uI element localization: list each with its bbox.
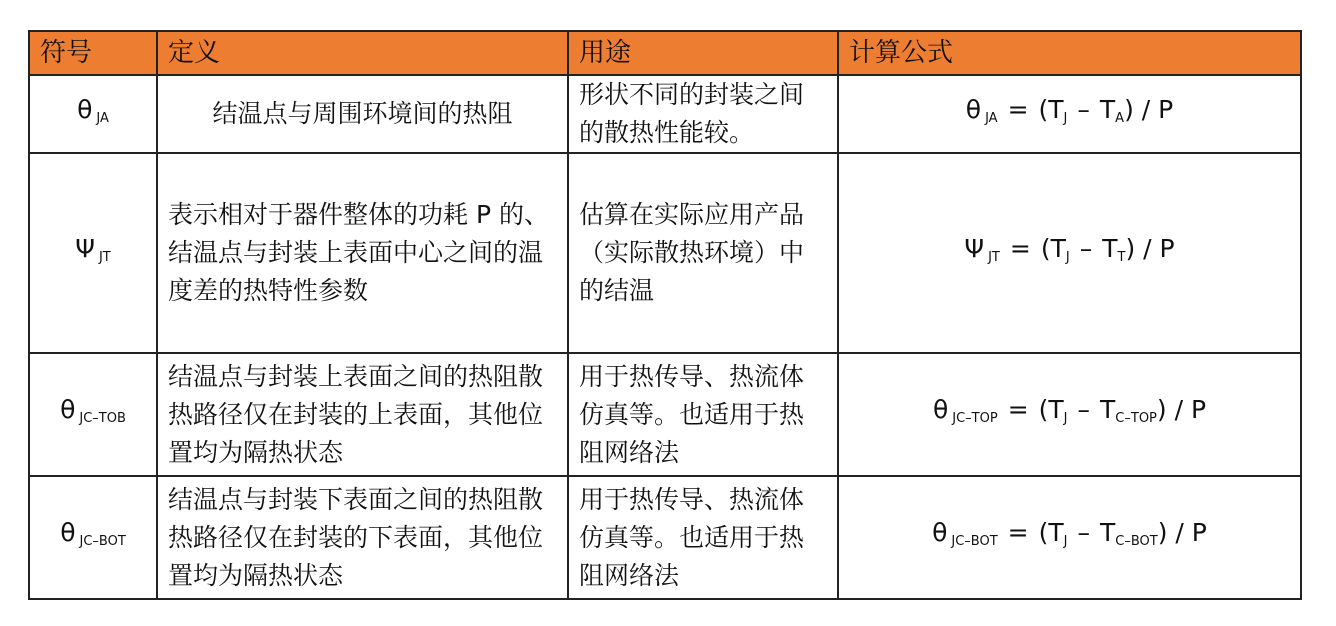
symbol-subscript: JC–BOT xyxy=(79,534,126,549)
definition-cell: 结温点与封装上表面之间的热阻散热路径仅在封装的上表面，其他位置均为隔热状态 xyxy=(157,353,568,476)
formula-open: (T xyxy=(1038,518,1064,547)
formula-open: (T xyxy=(1040,233,1066,263)
formula-t2-subscript: T xyxy=(1117,249,1126,265)
formula-lhs-subscript: JC–TOP xyxy=(952,411,998,426)
formula-lhs-subscript: JC–BOT xyxy=(951,534,998,549)
formula-t1-subscript: J xyxy=(1063,411,1068,426)
formula-lhs: θ xyxy=(932,518,948,547)
formula-minus: – xyxy=(1079,233,1093,263)
symbol-cell xyxy=(29,153,157,353)
formula-t2-subscript: A xyxy=(1115,110,1125,126)
definition-cell: 表示相对于器件整体的功耗 P 的、结温点与封装上表面中心之间的温度差的热特性参数 xyxy=(157,153,568,353)
table-row xyxy=(29,476,1301,599)
header-definition: 定义 xyxy=(157,31,568,75)
formula-minus: – xyxy=(1077,395,1091,424)
formula-t1-subscript: J xyxy=(1063,534,1068,549)
formula-cell xyxy=(838,75,1301,153)
formula-minus: – xyxy=(1077,94,1090,124)
formula-t2: T xyxy=(1100,395,1116,424)
formula-equals: = xyxy=(1007,94,1029,124)
header-usage: 用途 xyxy=(568,31,838,75)
usage-cell: 估算在实际应用产品（实际散热环境）中的结温 xyxy=(568,153,838,353)
formula-cell xyxy=(838,353,1301,476)
formula-close: ) / P xyxy=(1125,233,1175,263)
formula-t1-subscript: J xyxy=(1065,249,1070,265)
header-formula: 计算公式 xyxy=(838,31,1301,75)
symbol-subscript: JC–TOB xyxy=(79,411,126,426)
formula-t2-subscript: C–TOP xyxy=(1115,411,1157,426)
symbol-subscript: JA xyxy=(96,110,109,126)
formula-lhs: Ψ xyxy=(964,233,985,263)
definition-cell: 结温点与封装下表面之间的热阻散热路径仅在封装的下表面，其他位置均为隔热状态 xyxy=(157,476,568,599)
definition-cell: 结温点与周围环境间的热阻 xyxy=(157,75,568,153)
formula-t2: T xyxy=(1100,518,1116,547)
table-row xyxy=(29,153,1301,353)
formula-lhs-subscript: JA xyxy=(985,110,998,126)
table-row xyxy=(29,75,1301,153)
formula-lhs: θ xyxy=(932,395,949,424)
formula-equals: = xyxy=(1007,518,1029,547)
symbol-base: Ψ xyxy=(75,233,95,263)
usage-cell: 用于热传导、热流体仿真等。也适用于热阻网络法 xyxy=(568,353,838,476)
usage-cell: 形状不同的封装之间的散热性能较。 xyxy=(568,75,838,153)
formula-lhs-subscript: JT xyxy=(988,249,1000,265)
formula-close: ) / P xyxy=(1157,518,1207,547)
symbol-cell xyxy=(29,353,157,476)
formula-equals: = xyxy=(1007,395,1029,424)
formula-minus: – xyxy=(1077,518,1090,547)
symbol-base: θ xyxy=(60,518,76,547)
symbol-base: θ xyxy=(77,94,93,124)
formula-t2: T xyxy=(1102,233,1118,263)
formula-cell xyxy=(838,153,1301,353)
usage-cell: 用于热传导、热流体仿真等。也适用于热阻网络法 xyxy=(568,476,838,599)
formula-open: (T xyxy=(1038,94,1064,124)
formula-lhs: θ xyxy=(965,94,982,124)
formula-equals: = xyxy=(1009,233,1031,263)
formula-t1-subscript: J xyxy=(1063,110,1068,126)
formula-cell xyxy=(838,476,1301,599)
symbol-cell xyxy=(29,75,157,153)
symbol-cell xyxy=(29,476,157,599)
table-header-row xyxy=(29,31,1301,75)
table-row xyxy=(29,353,1301,476)
formula-t2-subscript: C–BOT xyxy=(1115,534,1158,549)
formula-t2: T xyxy=(1099,94,1116,124)
formula-open: (T xyxy=(1038,395,1064,424)
symbol-base: θ xyxy=(60,395,76,424)
formula-close: ) / P xyxy=(1124,94,1174,124)
symbol-subscript: JT xyxy=(98,249,111,265)
header-symbol: 符号 xyxy=(29,31,157,75)
formula-close: ) / P xyxy=(1156,395,1207,424)
thermal-resistance-table xyxy=(28,30,1302,600)
